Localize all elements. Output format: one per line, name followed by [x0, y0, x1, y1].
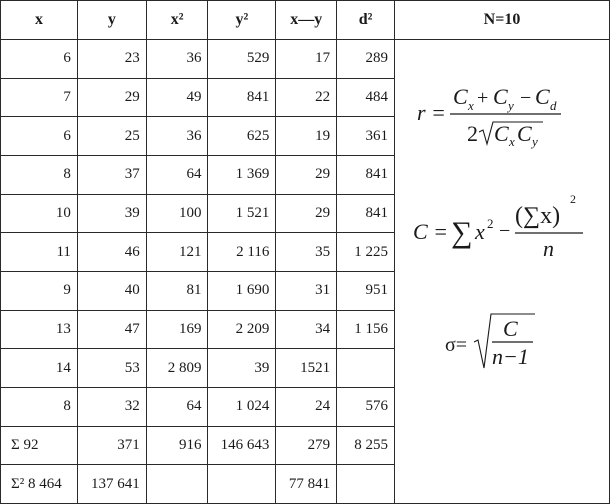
table-cell: 169 [146, 310, 208, 349]
table-cell: 1 024 [208, 387, 276, 426]
table-cell: 121 [146, 233, 208, 272]
table-cell [337, 349, 395, 388]
r-plus: + [476, 87, 489, 109]
table-cell: 1 369 [208, 155, 276, 194]
table-cell: 36 [146, 40, 208, 79]
table-cell: Σ² 8 464 [1, 465, 78, 504]
table-body [1, 40, 610, 504]
table-cell: 35 [276, 233, 337, 272]
table-cell: 146 643 [208, 426, 276, 465]
table-cell: 1521 [276, 349, 337, 388]
table-cell: 81 [146, 271, 208, 310]
table-cell: 25 [77, 117, 146, 156]
header-x-squared: x² [146, 1, 208, 40]
table-cell: 1 521 [208, 194, 276, 233]
header-row [1, 1, 610, 40]
c-sigma: ∑ [450, 216, 473, 249]
table-cell: 64 [146, 155, 208, 194]
table-cell: 34 [276, 310, 337, 349]
r-minus: − [519, 87, 532, 109]
table-cell: 1 156 [337, 310, 395, 349]
table-cell: 77 841 [276, 465, 337, 504]
r-two: 2 [466, 121, 478, 146]
c-x: x [474, 219, 485, 244]
table-cell: 371 [77, 426, 146, 465]
table-cell: 1 225 [337, 233, 395, 272]
table-cell: 841 [337, 194, 395, 233]
table-cell: 23 [77, 40, 146, 79]
table-cell: 841 [337, 155, 395, 194]
table-cell: 8 [1, 387, 78, 426]
table-cell: 289 [337, 40, 395, 79]
sigma-den: n−1 [491, 344, 529, 369]
header-d-squared: d² [337, 1, 395, 40]
c-paren-sum: (∑x) [514, 203, 561, 229]
table-cell: 49 [146, 78, 208, 117]
sigma-lhs: σ= [444, 334, 468, 356]
table-cell: 46 [77, 233, 146, 272]
r-den-sub-x: x [508, 134, 515, 149]
table-cell: 625 [208, 117, 276, 156]
table-cell: 361 [337, 117, 395, 156]
table-cell: 24 [276, 387, 337, 426]
table-cell: 8 [1, 155, 78, 194]
table-cell [208, 465, 276, 504]
r-den-cx: C [493, 121, 509, 146]
table-cell: 7 [1, 78, 78, 117]
table-cell: 19 [276, 117, 337, 156]
formulas-cell [394, 40, 609, 504]
table-cell: 10 [1, 194, 78, 233]
table-cell: Σ 92 [1, 426, 78, 465]
c-n: n [542, 236, 554, 261]
r-den-cy: C [516, 121, 532, 146]
table-cell: 31 [276, 271, 337, 310]
header-y-squared: y² [208, 1, 276, 40]
formulas-panel [395, 40, 609, 503]
table-cell: 576 [337, 387, 395, 426]
r-cy: C [492, 84, 508, 109]
header-n: N=10 [394, 1, 609, 40]
table-cell: 529 [208, 40, 276, 79]
table-cell: 484 [337, 78, 395, 117]
header-y: y [77, 1, 146, 40]
table-cell: 32 [77, 387, 146, 426]
header-x-minus-y: x—y [276, 1, 337, 40]
table-cell: 2 209 [208, 310, 276, 349]
r-den-sub-y: y [531, 134, 538, 149]
r-sub-y: y [507, 98, 514, 113]
table-cell: 2 809 [146, 349, 208, 388]
table-cell: 40 [77, 271, 146, 310]
table-cell: 47 [77, 310, 146, 349]
sigma-c: C [502, 316, 518, 341]
table-cell: 29 [276, 155, 337, 194]
header-x: x [1, 1, 78, 40]
r-sub-x: x [467, 98, 474, 113]
table-cell: 916 [146, 426, 208, 465]
c-sq: 2 [486, 216, 494, 231]
table-cell: 137 641 [77, 465, 146, 504]
c-paren-sq: 2 [569, 192, 576, 206]
table-cell: 1 690 [208, 271, 276, 310]
r-sub-d: d [549, 98, 557, 113]
table-cell: 8 255 [337, 426, 395, 465]
table-cell [146, 465, 208, 504]
table-cell: 6 [1, 117, 78, 156]
table-cell: 39 [208, 349, 276, 388]
c-lhs: C = [412, 219, 448, 244]
table-row [1, 40, 610, 79]
r-lhs: r = [416, 100, 446, 125]
c-minus: − [498, 220, 511, 242]
table-cell: 2 116 [208, 233, 276, 272]
table-cell: 29 [276, 194, 337, 233]
table-cell: 11 [1, 233, 78, 272]
table-cell: 29 [77, 78, 146, 117]
table-cell: 841 [208, 78, 276, 117]
table-cell: 951 [337, 271, 395, 310]
table-cell: 17 [276, 40, 337, 79]
table-cell: 100 [146, 194, 208, 233]
table-cell: 279 [276, 426, 337, 465]
table-cell: 22 [276, 78, 337, 117]
table-cell: 53 [77, 349, 146, 388]
table-cell: 39 [77, 194, 146, 233]
r-cd: C [534, 84, 550, 109]
r-cx: C [452, 84, 468, 109]
table-cell: 36 [146, 117, 208, 156]
table-cell: 9 [1, 271, 78, 310]
table-cell: 14 [1, 349, 78, 388]
table-cell: 64 [146, 387, 208, 426]
table-cell: 13 [1, 310, 78, 349]
table-cell: 6 [1, 40, 78, 79]
formulas-svg [395, 40, 609, 503]
table-cell [337, 465, 395, 504]
table-cell: 37 [77, 155, 146, 194]
